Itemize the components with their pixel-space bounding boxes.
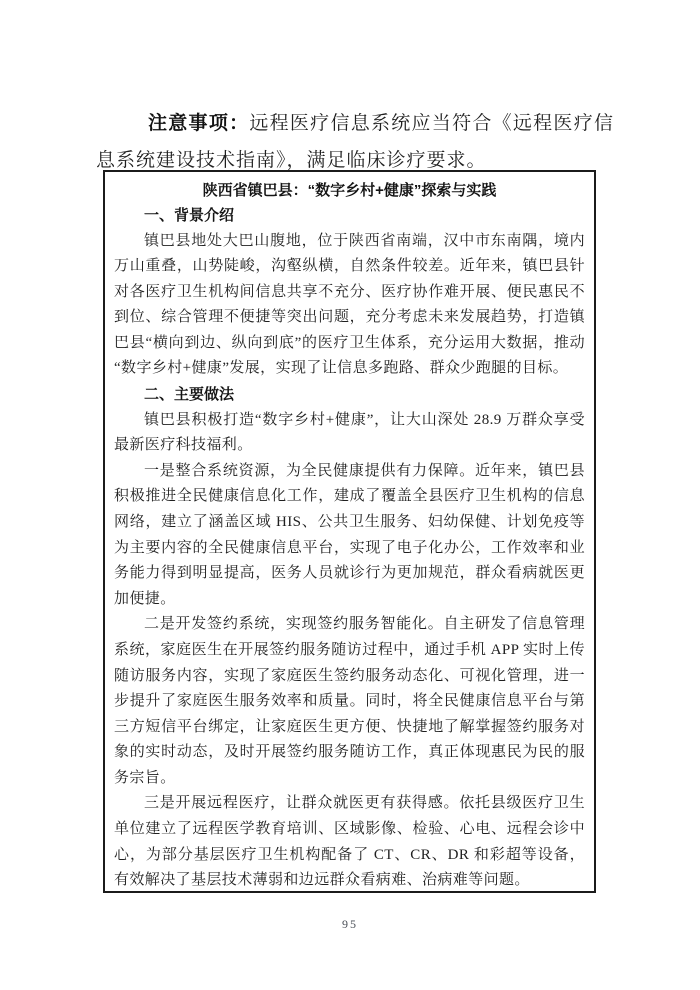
paragraph-practices-1: 一是整合系统资源，为全民健康提供有力保障。近年来，镇巴县积极推进全民健康信息化工作，建成了覆盖全县医疗卫生机构的信息网络，建立了涵盖区域 HIS、公共卫生服务、妇幼保健、计划免疫等为主要内容的全民健康信息平台，实现了电子化办公，工作效率和业务能力得到明显提高，医务人员就诊行为更加规范，群众看病就医更加便捷。: [114, 462, 585, 607]
page-number: 95: [342, 917, 358, 931]
section-heading-background: 一、背景介绍: [144, 207, 235, 224]
notice-paragraph: [96, 105, 614, 179]
paragraph-practices-2: 二是开发签约系统，实现签约服务智能化。自主研发了信息管理系统，家庭医生在开展签约服务随访过程中，通过手机 APP 实时上传随访服务内容，实现了家庭医生签约服务动态化、可视化管理，进一步提升了家庭医生服务效率和质量。同时，将全民健康信息平台与第三方短信平台绑定，让家庭医生更方便、快捷地了解掌握签约服务对象的实时动态，及时开展签约服务随访工作，真正体现惠民为民的服务宗旨。: [114, 616, 585, 786]
paragraph-practices-3: 三是开展远程医疗，让群众就医更有获得感。依托县级医疗卫生单位建立了远程医学教育培训、区域影像、检验、心电、远程会诊中心，为部分基层医疗卫生机构配备了 CT、CR、DR 和彩超等设备，有效解决了基层技术薄弱和边远群众看病难、治病难等问题。: [114, 795, 585, 889]
paragraph-background-1: 镇巴县地处大巴山腹地，位于陕西省南端，汉中市东南隅，境内万山重叠，山势陡峻，沟壑纵横，自然条件较差。近年来，镇巴县针对各医疗卫生机构间信息共享不充分、医疗协作难开展、便民惠民不到位、综合管理不便捷等突出问题，充分考虑未来发展趋势，打造镇巴县“横向到边、纵向到底”的医疗卫生体系，充分运用大数据，推动“数字乡村+健康”发展，实现了让信息多跑路、群众少跑腿的目标。: [114, 232, 585, 377]
case-study-box: [103, 170, 596, 893]
notice-label: 注意事项：: [148, 113, 250, 134]
paragraph-practices-intro: 镇巴县积极打造“数字乡村+健康”，让大山深处 28.9 万群众享受最新医疗科技福利。: [114, 411, 585, 454]
notice-text: 远程医疗信息系统应当符合《远程医疗信息系统建设技术指南》，满足临床诊疗要求。: [96, 113, 614, 171]
case-box-title: 陕西省镇巴县：“数字乡村+健康”探索与实践: [202, 182, 497, 199]
section-heading-practices: 二、主要做法: [144, 386, 235, 404]
